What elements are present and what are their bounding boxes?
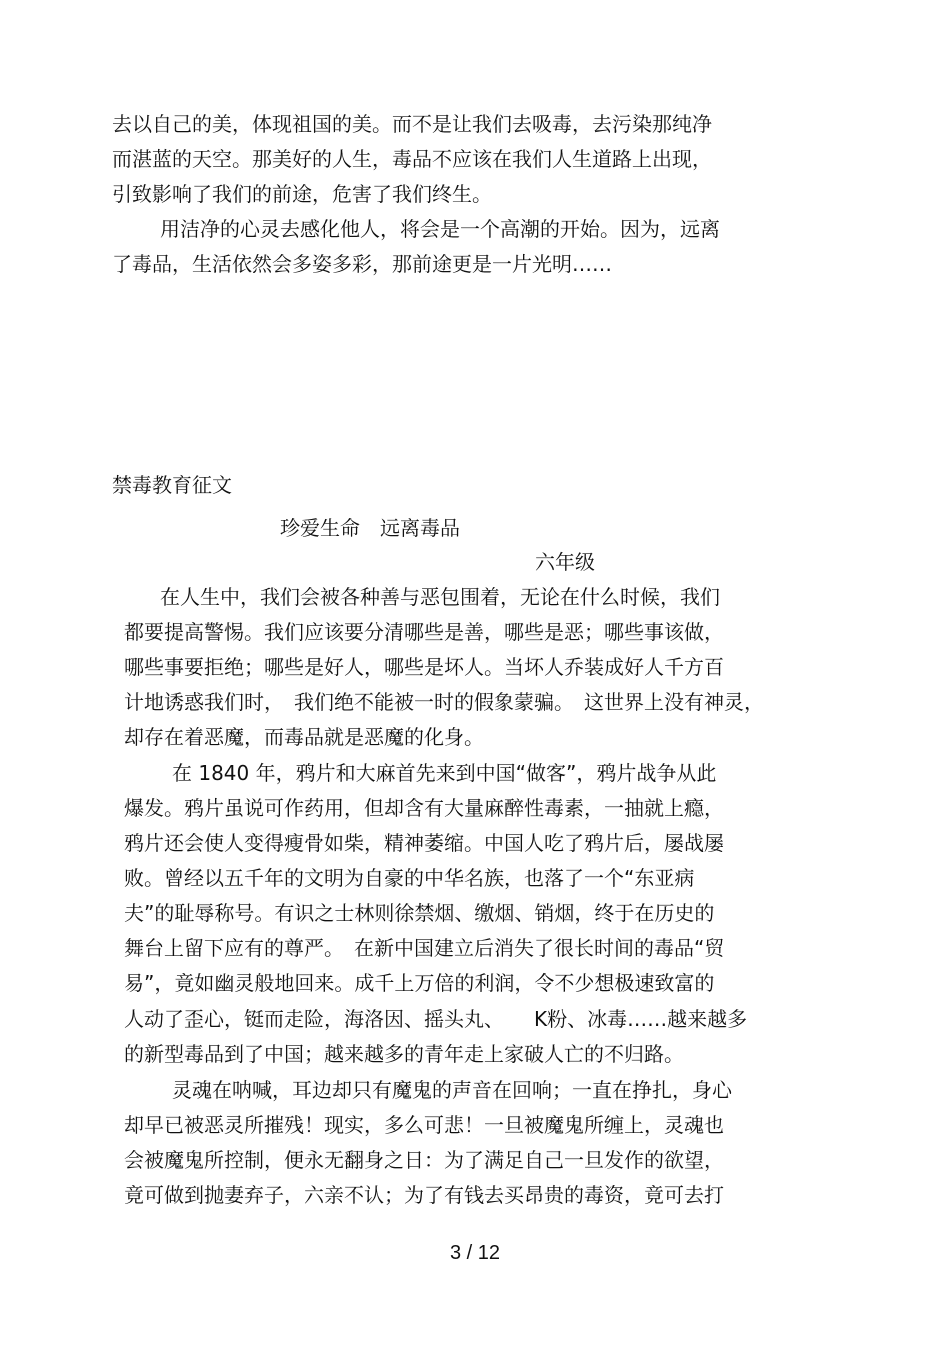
paragraph-start-line: 用洁净的心灵去感化他人，将会是一个高潮的开始。因为，远离	[160, 217, 720, 241]
text-line: 哪些事要拒绝；哪些是好人，哪些是坏人。当坏人乔装成好人千方百	[124, 655, 724, 679]
page-number: 3 / 12	[449, 1242, 501, 1264]
text-line: 夫”的耻辱称号。有识之士林则徐禁烟、缴烟、销烟，终于在历史的	[124, 901, 715, 925]
text-line: 去以自己的美，体现祖国的美。而不是让我们去吸毒，去污染那纯净	[112, 112, 712, 136]
text-line: 竟可做到抛妻弃子，六亲不认；为了有钱去买昂贵的毒资，竟可去打	[124, 1183, 724, 1207]
paragraph-start-line: 在 1840 年，鸦片和大麻首先来到中国“做客”，鸦片战争从此	[172, 761, 717, 785]
text-line: 会被魔鬼所控制，便永无翻身之日：为了满足自己一旦发作的欲望，	[124, 1148, 724, 1172]
text-line: 了毒品，生活依然会多姿多彩，那前途更是一片光明……	[112, 252, 612, 276]
essay-title: 珍爱生命 远离毒品	[280, 516, 460, 540]
text-line: 鸦片还会使人变得瘦骨如柴，精神萎缩。中国人吃了鸦片后，屡战屡	[124, 831, 724, 855]
essay-grade: 六年级	[535, 550, 595, 574]
section-label: 禁毒教育征文	[112, 473, 232, 497]
text-line: 人动了歪心，铤而走险，海洛因、摇头丸、 K粉、冰毒……越来越多	[124, 1007, 748, 1031]
paragraph-start-line: 灵魂在呐喊，耳边却只有魔鬼的声音在回响；一直在挣扎，身心	[172, 1078, 732, 1102]
text-line: 计地诱惑我们时， 我们绝不能被一时的假象蒙骗。 这世界上没有神灵，	[124, 690, 764, 714]
text-line: 的新型毒品到了中国；越来越多的青年走上家破人亡的不归路。	[124, 1042, 684, 1066]
text-line: 引致影响了我们的前途，危害了我们终生。	[112, 182, 492, 206]
text-line: 却存在着恶魔，而毒品就是恶魔的化身。	[124, 725, 484, 749]
text-line: 败。曾经以五千年的文明为自豪的中华名族，也落了一个“东亚病	[124, 866, 695, 890]
text-line: 都要提高警惕。我们应该要分清哪些是善，哪些是恶；哪些事该做，	[124, 620, 724, 644]
text-line: 爆发。鸦片虽说可作药用，但却含有大量麻醉性毒素，一抽就上瘾，	[124, 796, 724, 820]
text-line: 舞台上留下应有的尊严。 在新中国建立后消失了很长时间的毒品“贸	[124, 936, 725, 960]
text-line: 却早已被恶灵所摧残！现实，多么可悲！一旦被魔鬼所缠上，灵魂也	[124, 1113, 724, 1137]
text-line: 易”，竟如幽灵般地回来。成千上万倍的利润，令不少想极速致富的	[124, 971, 715, 995]
paragraph-start-line: 在人生中，我们会被各种善与恶包围着，无论在什么时候，我们	[160, 585, 720, 609]
text-line: 而湛蓝的天空。那美好的人生，毒品不应该在我们人生道路上出现，	[112, 147, 712, 171]
